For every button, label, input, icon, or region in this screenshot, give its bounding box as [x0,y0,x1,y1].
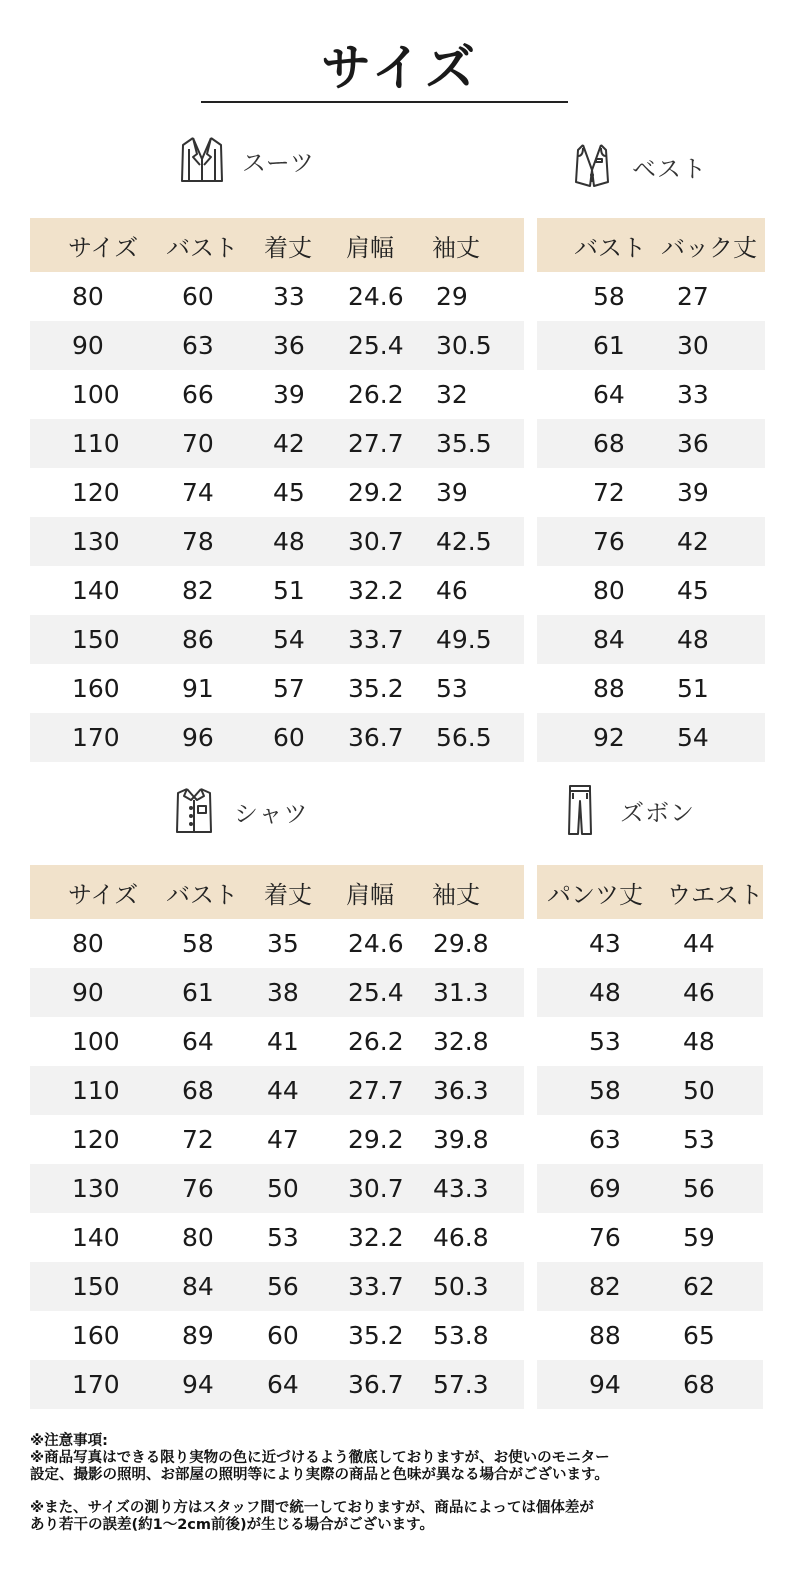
shirt-table-cell: 64 [182,1027,214,1056]
vest-table-row [537,272,765,321]
vest-table-cell: 80 [593,576,625,605]
shirt-table-cell: 72 [182,1125,214,1154]
section-shirt-label: シャツ [234,799,309,828]
shirt-table-cell: 100 [72,1027,120,1056]
suit-table-cell: 36 [273,331,305,360]
title-underline [201,101,568,103]
shirt-table-cell: 29.8 [433,929,489,958]
suit-table-row [30,321,524,370]
vest-table-row [537,419,765,468]
shirt-table-cell: 110 [72,1076,120,1105]
pants-table-cell: 53 [683,1125,715,1154]
shirt-table-row [30,1164,524,1213]
shirt-table-cell: 76 [182,1174,214,1203]
suit-table-row [30,664,524,713]
shirt-table-row [30,968,524,1017]
shirt-table-cell: 170 [72,1370,120,1399]
vest-table-cell: 30 [677,331,709,360]
pants-icon [556,784,604,836]
pants-table-cell: 69 [589,1174,621,1203]
shirt-table-cell: 50.3 [433,1272,489,1301]
suit-table-cell: 91 [182,674,214,703]
suit-table-cell: 63 [182,331,214,360]
section-pants-label: ズボン [620,798,695,827]
vest-table-row [537,321,765,370]
suit-table-cell: 26.2 [348,380,404,409]
shirt-table-header-cell: サイズ [68,880,139,909]
pants-table-cell: 43 [589,929,621,958]
suit-table-row [30,370,524,419]
vest-table-header-cell: バック丈 [661,233,757,262]
vest-table-header-row [537,218,765,272]
vest-table-row [537,566,765,615]
suit-table-cell: 82 [182,576,214,605]
notes-heading: ※注意事項: [30,1433,108,1449]
vest-table-cell: 72 [593,478,625,507]
shirt-table-cell: 64 [267,1370,299,1399]
suit-table-cell: 32 [436,380,468,409]
vest-table-cell: 45 [677,576,709,605]
vest-table-cell: 54 [677,723,709,752]
pants-table-row [537,1213,763,1262]
pants-table-row [537,1311,763,1360]
shirt-table-cell: 89 [182,1321,214,1350]
suit-table-row [30,566,524,615]
vest-table-row [537,615,765,664]
suit-table-cell: 33 [273,282,305,311]
vest-table-row [537,370,765,419]
notes-line: ※商品写真はできる限り実物の色に近づけるよう徹底しておりますが、お使いのモニター [30,1450,610,1466]
shirt-table-cell: 43.3 [433,1174,489,1203]
suit-table-cell: 100 [72,380,120,409]
shirt-table-cell: 68 [182,1076,214,1105]
suit-table-cell: 39 [436,478,468,507]
shirt-table-cell: 33.7 [348,1272,404,1301]
shirt-table-cell: 84 [182,1272,214,1301]
shirt-table-row [30,919,524,968]
vest-table-header-cell: バスト [574,233,646,262]
vest-table-cell: 88 [593,674,625,703]
pants-table-cell: 94 [589,1370,621,1399]
vest-table-row [537,713,765,762]
suit-table-row [30,468,524,517]
suit-table-cell: 29.2 [348,478,404,507]
pants-table-row [537,919,763,968]
suit-table-cell: 53 [436,674,468,703]
suit-table-cell: 56.5 [436,723,492,752]
shirt-table-cell: 80 [72,929,104,958]
shirt-table-cell: 46.8 [433,1223,489,1252]
suit-table-cell: 49.5 [436,625,492,654]
suit-table-cell: 96 [182,723,214,752]
shirt-icon [170,785,218,837]
vest-icon [568,140,616,192]
pants-table-row [537,1115,763,1164]
shirt-table-cell: 35 [267,929,299,958]
vest-table-cell: 58 [593,282,625,311]
shirt-table-cell: 27.7 [348,1076,404,1105]
shirt-table-header-row [30,865,524,919]
shirt-table-header-cell: バスト [166,880,238,909]
shirt-table-cell: 53 [267,1223,299,1252]
vest-table-row [537,517,765,566]
vest-table-cell: 84 [593,625,625,654]
shirt-table-cell: 31.3 [433,978,489,1007]
suit-table-cell: 170 [72,723,120,752]
vest-table-row [537,468,765,517]
suit-table-cell: 51 [273,576,305,605]
suit-table-cell: 60 [273,723,305,752]
suit-table-header-cell: 肩幅 [346,233,394,262]
suit-table-cell: 45 [273,478,305,507]
suit-table-cell: 140 [72,576,120,605]
suit-table-header-cell: 袖丈 [432,233,480,262]
suit-table-cell: 32.2 [348,576,404,605]
suit-table-header-cell: 着丈 [264,233,312,262]
suit-table-cell: 160 [72,674,120,703]
suit-table-row [30,713,524,762]
section-vest-label: ベスト [632,154,707,183]
shirt-table-cell: 32.2 [348,1223,404,1252]
shirt-table-cell: 36.7 [348,1370,404,1399]
shirt-table-cell: 120 [72,1125,120,1154]
pants-table-cell: 48 [589,978,621,1007]
shirt-table-cell: 130 [72,1174,120,1203]
suit-table-cell: 86 [182,625,214,654]
pants-table-cell: 44 [683,929,715,958]
shirt-table-row [30,1213,524,1262]
shirt-table-row [30,1262,524,1311]
shirt-table-row [30,1360,524,1409]
pants-table-cell: 56 [683,1174,715,1203]
suit-table-cell: 66 [182,380,214,409]
suit-table-cell: 80 [72,282,104,311]
shirt-table-cell: 50 [267,1174,299,1203]
pants-table-cell: 63 [589,1125,621,1154]
suit-table-cell: 110 [72,429,120,458]
vest-table-cell: 92 [593,723,625,752]
suit-table-cell: 42 [273,429,305,458]
suit-table-cell: 29 [436,282,468,311]
suit-table-cell: 35.5 [436,429,492,458]
shirt-table-cell: 80 [182,1223,214,1252]
pants-table-header-row [537,865,763,919]
section-suit [178,134,315,186]
pants-table-row [537,1017,763,1066]
page-title: サイズ [321,39,479,97]
shirt-table-cell: 90 [72,978,104,1007]
suit-table-row [30,272,524,321]
shirt-table-cell: 53.8 [433,1321,489,1350]
pants-table-cell: 88 [589,1321,621,1350]
shirt-table-cell: 160 [72,1321,120,1350]
suit-table-cell: 78 [182,527,214,556]
shirt-table-cell: 25.4 [348,978,404,1007]
shirt-table-row [30,1311,524,1360]
shirt-table-header-cell: 袖丈 [432,880,480,909]
suit-table-cell: 150 [72,625,120,654]
shirt-table-cell: 150 [72,1272,120,1301]
suit-table-cell: 70 [182,429,214,458]
vest-table-cell: 48 [677,625,709,654]
shirt-table-cell: 47 [267,1125,299,1154]
suit-table-cell: 74 [182,478,214,507]
shirt-table-cell: 26.2 [348,1027,404,1056]
shirt-table-cell: 94 [182,1370,214,1399]
shirt-table-cell: 44 [267,1076,299,1105]
pants-table-cell: 59 [683,1223,715,1252]
pants-table-cell: 58 [589,1076,621,1105]
pants-table-row [537,968,763,1017]
shirt-table-cell: 60 [267,1321,299,1350]
suit-table-cell: 60 [182,282,214,311]
vest-table-cell: 51 [677,674,709,703]
shirt-table-cell: 61 [182,978,214,1007]
vest-size-table [537,218,765,762]
shirt-table-cell: 38 [267,978,299,1007]
suit-table-cell: 130 [72,527,120,556]
suit-table-cell: 30.5 [436,331,492,360]
suit-table-cell: 36.7 [348,723,404,752]
suit-table-row [30,517,524,566]
notes-line: ※また、サイズの測り方はスタッフ間で統一しておりますが、商品によっては個体差が [30,1500,594,1516]
pants-table-cell: 50 [683,1076,715,1105]
pants-table-cell: 76 [589,1223,621,1252]
vest-table-cell: 33 [677,380,709,409]
vest-table-cell: 42 [677,527,709,556]
suit-table-cell: 54 [273,625,305,654]
shirt-table-cell: 41 [267,1027,299,1056]
suit-table-row [30,615,524,664]
suit-table-cell: 33.7 [348,625,404,654]
shirt-table-header-cell: 肩幅 [346,880,394,909]
suit-table-cell: 46 [436,576,468,605]
shirt-table-row [30,1115,524,1164]
shirt-table-cell: 30.7 [348,1174,404,1203]
section-pants [556,784,695,836]
pants-table-cell: 82 [589,1272,621,1301]
pants-table-header-cell: ウエスト [667,880,763,909]
suit-size-table [30,218,524,762]
shirt-table-row [30,1017,524,1066]
suit-table-cell: 25.4 [348,331,404,360]
pants-table-cell: 46 [683,978,715,1007]
vest-table-cell: 36 [677,429,709,458]
vest-table-cell: 27 [677,282,709,311]
notes-line: あり若干の誤差(約1～2cm前後)が生じる場合がございます。 [30,1517,434,1533]
suit-table-cell: 39 [273,380,305,409]
suit-table-cell: 35.2 [348,674,404,703]
shirt-table-cell: 35.2 [348,1321,404,1350]
suit-table-header-row [30,218,524,272]
section-shirt [170,785,309,837]
shirt-table-header-cell: 着丈 [264,880,312,909]
pants-table-cell: 68 [683,1370,715,1399]
shirt-table-cell: 24.6 [348,929,404,958]
suit-table-cell: 42.5 [436,527,492,556]
pants-table-cell: 48 [683,1027,715,1056]
pants-table-row [537,1164,763,1213]
notes [30,1433,790,1534]
suit-table-cell: 120 [72,478,120,507]
suit-table-cell: 30.7 [348,527,404,556]
notes-line: 設定、撮影の照明、お部屋の照明等により実際の商品と色味が異なる場合がございます。 [30,1467,609,1483]
vest-table-cell: 39 [677,478,709,507]
suit-table-cell: 48 [273,527,305,556]
shirt-table-row [30,1066,524,1115]
pants-table-header-cell: パンツ丈 [547,880,643,909]
suit-table-cell: 24.6 [348,282,404,311]
pants-size-table [537,865,763,1409]
shirt-table-cell: 36.3 [433,1076,489,1105]
shirt-table-cell: 29.2 [348,1125,404,1154]
shirt-table-cell: 32.8 [433,1027,489,1056]
section-vest [568,140,707,192]
shirt-size-table [30,865,524,1409]
shirt-table-cell: 57.3 [433,1370,489,1399]
shirt-table-cell: 140 [72,1223,120,1252]
section-suit-label: スーツ [242,148,315,177]
shirt-table-cell: 58 [182,929,214,958]
suit-table-cell: 57 [273,674,305,703]
suit-table-cell: 90 [72,331,104,360]
pants-table-row [537,1360,763,1409]
vest-table-cell: 68 [593,429,625,458]
pants-table-cell: 62 [683,1272,715,1301]
pants-table-cell: 65 [683,1321,715,1350]
vest-table-cell: 64 [593,380,625,409]
suit-table-cell: 27.7 [348,429,404,458]
pants-table-row [537,1066,763,1115]
vest-table-cell: 61 [593,331,625,360]
suit-table-header-cell: バスト [166,233,238,262]
shirt-table-cell: 56 [267,1272,299,1301]
vest-table-row [537,664,765,713]
pants-table-row [537,1262,763,1311]
suit-table-header-cell: サイズ [68,233,139,262]
shirt-table-cell: 39.8 [433,1125,489,1154]
vest-table-cell: 76 [593,527,625,556]
suit-table-row [30,419,524,468]
pants-table-cell: 53 [589,1027,621,1056]
suit-jacket-icon [178,134,226,186]
